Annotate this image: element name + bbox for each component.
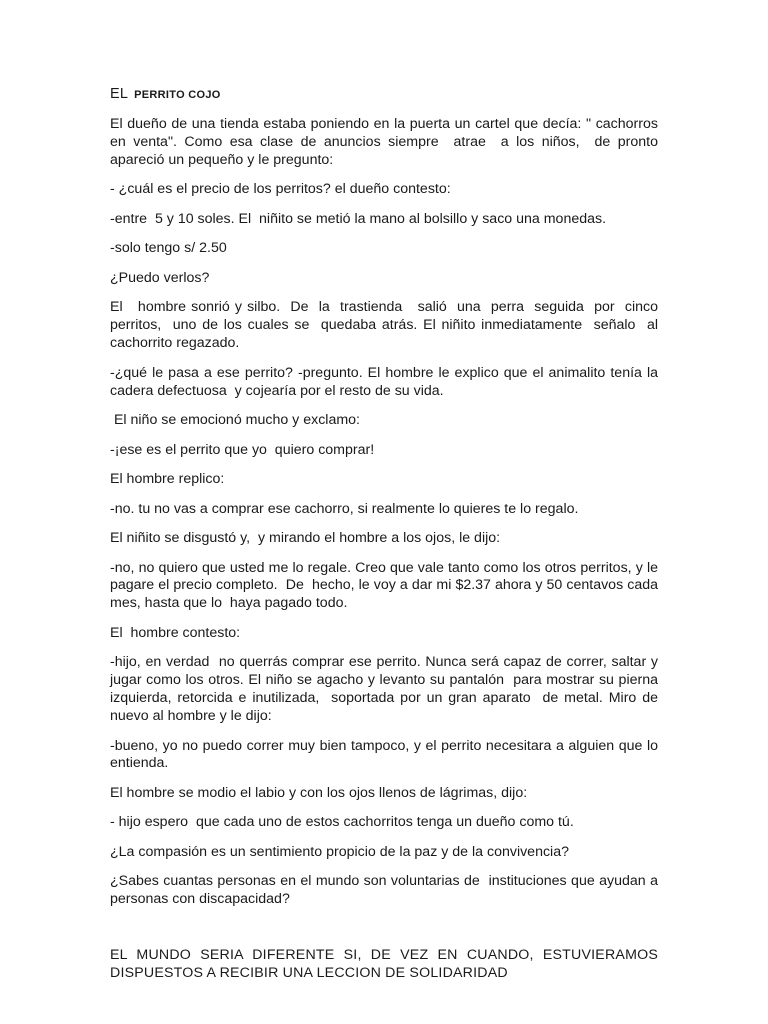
paragraph: El dueño de una tienda estaba poniendo en la puerta un cartel que decía: " cachorros en venta". Como esa clase de anuncios siempre atrae a los niños, de pronto apareció un pequeño y le pregunto: xyxy=(110,116,662,168)
paragraph: -no, no quiero que usted me lo regale. Creo que vale tanto como los otros perritos, y le pagare el precio completo. De hecho, le voy a dar mi $2.37 ahora y 50 centavos cada mes, hasta que lo haya pagado todo. xyxy=(110,559,662,612)
paragraph: -hijo, en verdad no querrás comprar ese perrito. Nunca será capaz de correr, saltar y jugar como los otros. El niño se agacho y levanto su pantalón para mostrar su pierna izquierda, retorcida e inutilizada, soportada por un gran aparato de metal. Miro de nuevo al hombre y le dijo: xyxy=(110,654,662,725)
paragraph: -solo tengo s/ 2.50 xyxy=(110,240,227,257)
paragraph: -no. tu no vas a comprar ese cachorro, si realmente lo quieres te lo regalo. xyxy=(110,500,579,517)
paragraph: El hombre contesto: xyxy=(110,624,241,641)
document-title xyxy=(110,85,658,104)
paragraph: El niño se emocionó mucho y exclamo: xyxy=(110,412,360,429)
title-first-word: EL xyxy=(110,86,129,102)
paragraph: - hijo espero que cada uno de estos cachorritos tenga un dueño como tú. xyxy=(110,814,574,831)
story-body xyxy=(110,116,662,909)
paragraph: ¿Sabes cuantas personas en el mundo son voluntarias de instituciones que ayudan a personas con discapacidad? xyxy=(110,873,662,908)
paragraph: El hombre sonrió y silbo. De la trastienda salió una perra seguida por cinco perritos, uno de los cuales se quedaba atrás. El niñito inmediatamente señalo al cachorrito regazado. xyxy=(110,299,662,352)
paragraph: El hombre replico: xyxy=(110,471,225,488)
paragraph: -¿qué le pasa a ese perrito? -pregunto. El hombre le explico que el animalito tenía la cadera defectuosa y cojearía por el resto de su vida. xyxy=(110,364,662,399)
paragraph: El niñito se disgustó y, y mirando el hombre a los ojos, le dijo: xyxy=(110,530,501,547)
paragraph: ¿Puedo verlos? xyxy=(110,269,210,286)
paragraph: -bueno, yo no puedo correr muy bien tampoco, y el perrito necesitara a alguien que lo entienda. xyxy=(110,737,662,772)
paragraph: ¿La compasión es un sentimiento propicio de la paz y de la convivencia? xyxy=(110,843,569,860)
paragraph: -entre 5 y 10 soles. El niñito se metió la mano al bolsillo y saco una monedas. xyxy=(110,210,607,227)
paragraph: El hombre se modio el labio y con los ojos llenos de lágrimas, dijo: xyxy=(110,784,528,801)
closing-statement: EL MUNDO SERIA DIFERENTE SI, DE VEZ EN CUANDO, ESTUVIERAMOS DISPUESTOS A RECIBIR UNA LECCION DE SOLIDARIDAD xyxy=(110,947,658,982)
paragraph: -¡ese es el perrito que yo quiero comprar! xyxy=(110,441,375,458)
document-page xyxy=(110,85,662,983)
title-rest: PERRITO COJO xyxy=(134,89,221,101)
paragraph: - ¿cuál es el precio de los perritos? el dueño contesto: xyxy=(110,181,451,198)
